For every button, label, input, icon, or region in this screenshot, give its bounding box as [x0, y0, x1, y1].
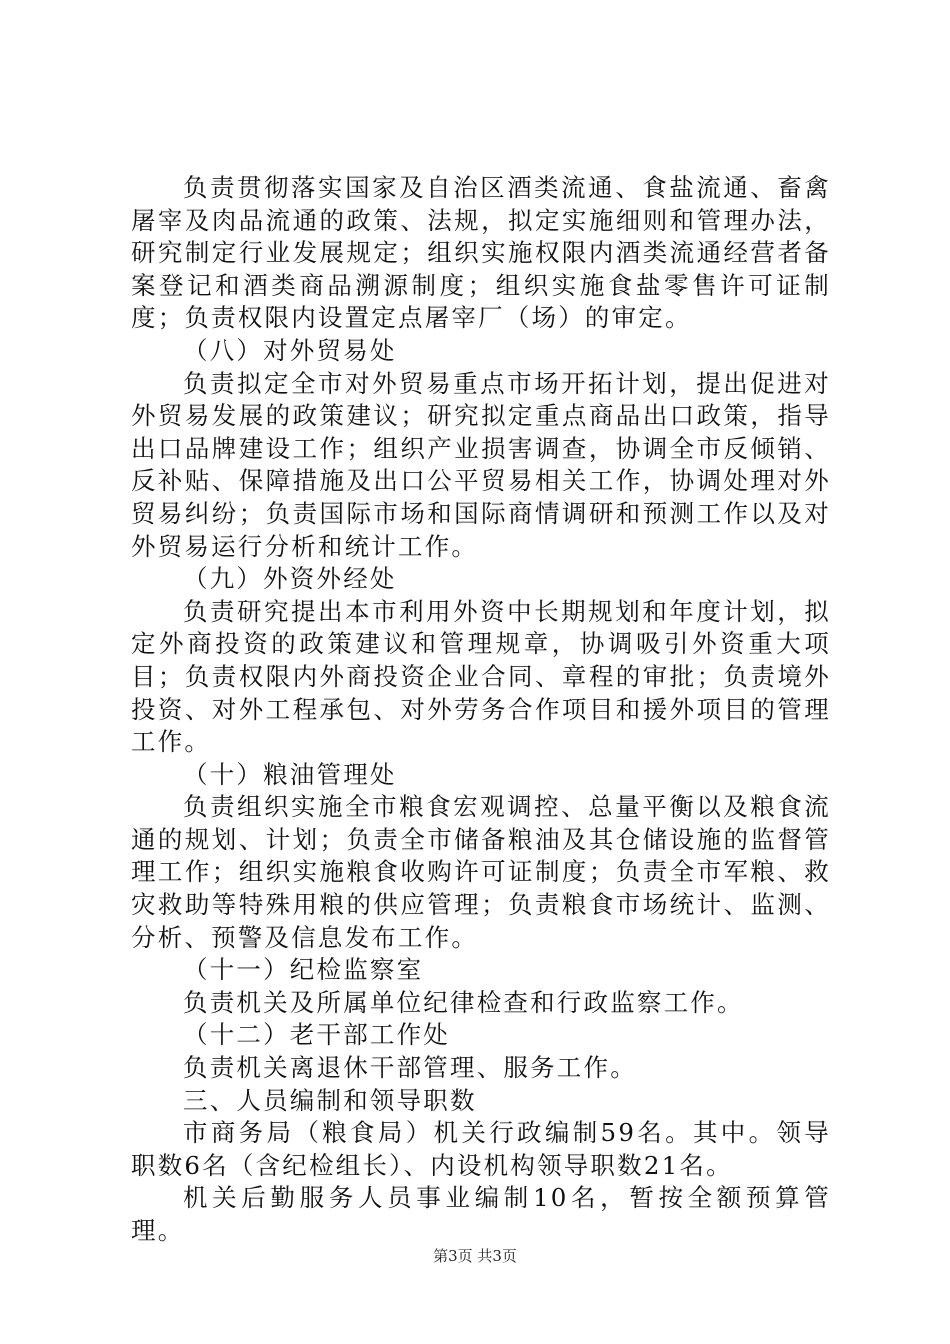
paragraph-foreign-trade-duties: 负责拟定全市对外贸易重点市场开拓计划，提出促进对外贸易发展的政策建议；研究拟定重点商品出口政策，指导出口品牌建设工作；组织产业损害调查，协调全市反倾销、反补贴、保障措施及出口公平贸易相关工作，协调处理对外贸易纠纷；负责国际市场和国际商情调研和预测工作以及对外贸易运行分析和统计工作。	[131, 368, 831, 561]
paragraph-retired-cadres-duties: 负责机关离退休干部管理、服务工作。	[183, 1053, 637, 1083]
paragraph-logistics-staffing: 机关后勤服务人员事业编制10名，暂按全额预算管理。	[131, 1183, 831, 1245]
section-heading-grain-oil: （十）粮油管理处	[183, 759, 397, 789]
page-number-footer: 第3页 共3页	[433, 1247, 517, 1265]
section-heading-foreign-trade: （八）对外贸易处	[183, 335, 397, 365]
paragraph-grain-oil-duties: 负责组织实施全市粮食宏观调控、总量平衡以及粮食流通的规划、计划；负责全市储备粮油及其仓储设施的监督管理工作；组织实施粮食收购许可证制度；负责全市军粮、救灾救助等特殊用粮的供应管理；负责粮食市场统计、监测、分析、预警及信息发布工作。	[131, 792, 831, 952]
paragraph-discipline-inspection-duties: 负责机关及所属单位纪律检查和行政监察工作。	[183, 987, 744, 1017]
document-body	[131, 172, 831, 1248]
section-heading-foreign-investment: （九）外资外经处	[183, 564, 397, 594]
section-heading-retired-cadres: （十二）老干部工作处	[183, 1020, 450, 1050]
paragraph-foreign-investment-duties: 负责研究提出本市利用外资中长期规划和年度计划，拟定外商投资的政策建议和管理规章，协调吸引外资重大项目；负责权限内外商投资企业合同、章程的审批；负责境外投资、对外工程承包、对外劳务合作项目和援外项目的管理工作。	[131, 596, 831, 757]
section-heading-staffing: 三、人员编制和领导职数	[183, 1085, 477, 1115]
paragraph-administrative-staffing: 市商务局（粮食局）机关行政编制59名。其中。领导职数6名（含纪检组长）、内设机构领导职数21名。	[131, 1118, 831, 1180]
paragraph-wine-salt-meat-duties: 负责贯彻落实国家及自治区酒类流通、食盐流通、畜禽屠宰及肉品流通的政策、法规，拟定实施细则和管理办法，研究制定行业发展规定；组织实施权限内酒类流通经营者备案登记和酒类商品溯源制度；组织实施食盐零售许可证制度；负责权限内设置定点屠宰厂（场）的审定。	[131, 173, 831, 333]
section-heading-discipline-inspection: （十一）纪检监察室	[183, 955, 424, 985]
